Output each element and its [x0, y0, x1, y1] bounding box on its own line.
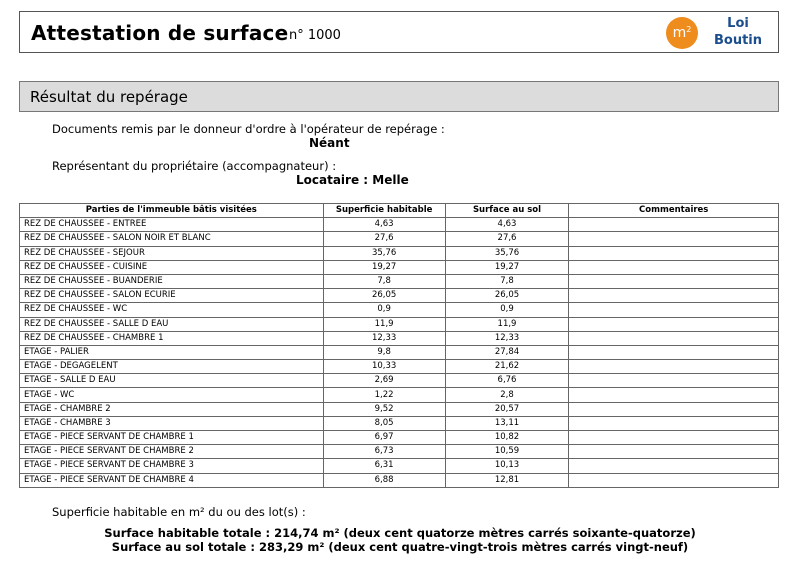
cell-surface-sol: 11,9 — [445, 317, 569, 331]
table-row — [20, 388, 779, 402]
surface-sol-total: Surface au sol totale : 283,29 m² (deux cent quatre-vingt-trois mètres carrés vingt-neuf) — [111, 540, 689, 554]
cell-partie: REZ DE CHAUSSEE - BUANDERIE — [20, 274, 324, 288]
cell-partie: ETAGE - CHAMBRE 3 — [20, 416, 324, 430]
cell-partie: REZ DE CHAUSSEE - WC — [20, 303, 324, 317]
m2-logo-icon: $m^2$ — [666, 17, 698, 49]
cell-partie: ETAGE - PIECE SERVANT DE CHAMBRE 4 — [20, 473, 324, 487]
documents-value: Néant — [309, 136, 350, 150]
cell-commentaire — [569, 360, 779, 374]
cell-surface-sol: 2,8 — [445, 388, 569, 402]
cell-partie: REZ DE CHAUSSEE - CUISINE — [20, 260, 324, 274]
table-row — [20, 416, 779, 430]
cell-superficie-habitable: 10,33 — [323, 360, 445, 374]
table-row — [20, 317, 779, 331]
cell-surface-sol: 27,6 — [445, 232, 569, 246]
cell-surface-sol: 12,81 — [445, 473, 569, 487]
cell-commentaire — [569, 459, 779, 473]
table-row — [20, 218, 779, 232]
document-title: Attestation de surface — [31, 21, 289, 45]
cell-surface-sol: 7,8 — [445, 274, 569, 288]
cell-commentaire — [569, 331, 779, 345]
cell-surface-sol: 10,59 — [445, 445, 569, 459]
cell-partie: REZ DE CHAUSSEE - SALON NOIR ET BLANC — [20, 232, 324, 246]
cell-partie: ETAGE - PALIER — [20, 345, 324, 359]
column-header-commentaires: Commentaires — [569, 204, 779, 218]
section-title: Résultat du repérage — [30, 88, 188, 106]
cell-partie: REZ DE CHAUSSEE - SALON ECURIE — [20, 289, 324, 303]
cell-partie: REZ DE CHAUSSEE - SEJOUR — [20, 246, 324, 260]
cell-partie: ETAGE - WC — [20, 388, 324, 402]
cell-surface-sol: 27,84 — [445, 345, 569, 359]
cell-superficie-habitable: 26,05 — [323, 289, 445, 303]
logo-line-1: Loi — [727, 16, 749, 31]
cell-surface-sol: 12,33 — [445, 331, 569, 345]
cell-commentaire — [569, 317, 779, 331]
column-header-sol: Surface au sol — [445, 204, 569, 218]
cell-commentaire — [569, 246, 779, 260]
cell-commentaire — [569, 289, 779, 303]
cell-commentaire — [569, 473, 779, 487]
table-row — [20, 360, 779, 374]
cell-superficie-habitable: 6,31 — [323, 459, 445, 473]
table-row — [20, 246, 779, 260]
representant-label: Représentant du propriétaire (accompagnateur) : — [52, 159, 337, 173]
cell-surface-sol: 10,13 — [445, 459, 569, 473]
cell-superficie-habitable: 0,9 — [323, 303, 445, 317]
table-row — [20, 260, 779, 274]
section-header — [19, 81, 779, 112]
column-header-parties: Parties de l'immeuble bâtis visitées — [20, 204, 324, 218]
table-row — [20, 402, 779, 416]
cell-superficie-habitable: 27,6 — [323, 232, 445, 246]
cell-partie: ETAGE - PIECE SERVANT DE CHAMBRE 2 — [20, 445, 324, 459]
cell-partie: REZ DE CHAUSSEE - SALLE D EAU — [20, 317, 324, 331]
cell-commentaire — [569, 402, 779, 416]
cell-superficie-habitable: 19,27 — [323, 260, 445, 274]
surface-habitable-total: Surface habitable totale : 214,74 m² (deux cent quatorze mètres carrés soixante-quatorze) — [104, 526, 696, 540]
logo-text — [708, 15, 768, 49]
table-row — [20, 445, 779, 459]
column-header-habitable: Superficie habitable — [323, 204, 445, 218]
table-row — [20, 459, 779, 473]
table-row — [20, 289, 779, 303]
table-row — [20, 232, 779, 246]
table-row — [20, 374, 779, 388]
cell-superficie-habitable: 4,63 — [323, 218, 445, 232]
cell-commentaire — [569, 218, 779, 232]
cell-surface-sol: 19,27 — [445, 260, 569, 274]
cell-commentaire — [569, 260, 779, 274]
document-number: n° 1000 — [289, 28, 341, 43]
surface-table — [19, 203, 779, 488]
table-row — [20, 473, 779, 487]
table-row — [20, 431, 779, 445]
representant-value: Locataire : Melle — [296, 173, 409, 187]
cell-surface-sol: 13,11 — [445, 416, 569, 430]
cell-surface-sol: 20,57 — [445, 402, 569, 416]
cell-commentaire — [569, 431, 779, 445]
cell-superficie-habitable: 6,88 — [323, 473, 445, 487]
cell-surface-sol: 6,76 — [445, 374, 569, 388]
cell-partie: ETAGE - PIECE SERVANT DE CHAMBRE 1 — [20, 431, 324, 445]
cell-surface-sol: 21,62 — [445, 360, 569, 374]
cell-surface-sol: 26,05 — [445, 289, 569, 303]
cell-surface-sol: 10,82 — [445, 431, 569, 445]
summary-label: Superficie habitable en m² du ou des lot(s) : — [52, 505, 306, 519]
cell-surface-sol: 35,76 — [445, 246, 569, 260]
cell-commentaire — [569, 303, 779, 317]
cell-superficie-habitable: 8,05 — [323, 416, 445, 430]
cell-superficie-habitable: 9,52 — [323, 402, 445, 416]
cell-commentaire — [569, 388, 779, 402]
cell-superficie-habitable: 6,73 — [323, 445, 445, 459]
logo-line-2: Boutin — [713, 33, 763, 48]
cell-commentaire — [569, 274, 779, 288]
cell-surface-sol: 4,63 — [445, 218, 569, 232]
cell-superficie-habitable: 9,8 — [323, 345, 445, 359]
cell-superficie-habitable: 2,69 — [323, 374, 445, 388]
table-row — [20, 303, 779, 317]
cell-surface-sol: 0,9 — [445, 303, 569, 317]
cell-partie: ETAGE - PIECE SERVANT DE CHAMBRE 3 — [20, 459, 324, 473]
cell-superficie-habitable: 1,22 — [323, 388, 445, 402]
cell-partie: ETAGE - SALLE D EAU — [20, 374, 324, 388]
table-header-row — [20, 204, 779, 218]
documents-label: Documents remis par le donneur d'ordre à l'opérateur de repérage : — [52, 122, 445, 136]
cell-commentaire — [569, 374, 779, 388]
cell-commentaire — [569, 232, 779, 246]
document-header — [19, 11, 779, 53]
cell-commentaire — [569, 416, 779, 430]
cell-commentaire — [569, 345, 779, 359]
cell-partie: REZ DE CHAUSSEE - ENTREE — [20, 218, 324, 232]
cell-superficie-habitable: 7,8 — [323, 274, 445, 288]
table-row — [20, 331, 779, 345]
cell-superficie-habitable: 12,33 — [323, 331, 445, 345]
cell-partie: ETAGE - DEGAGELENT — [20, 360, 324, 374]
table-row — [20, 274, 779, 288]
cell-partie: ETAGE - CHAMBRE 2 — [20, 402, 324, 416]
cell-superficie-habitable: 11,9 — [323, 317, 445, 331]
cell-superficie-habitable: 35,76 — [323, 246, 445, 260]
table-row — [20, 345, 779, 359]
cell-superficie-habitable: 6,97 — [323, 431, 445, 445]
cell-partie: REZ DE CHAUSSEE - CHAMBRE 1 — [20, 331, 324, 345]
cell-commentaire — [569, 445, 779, 459]
